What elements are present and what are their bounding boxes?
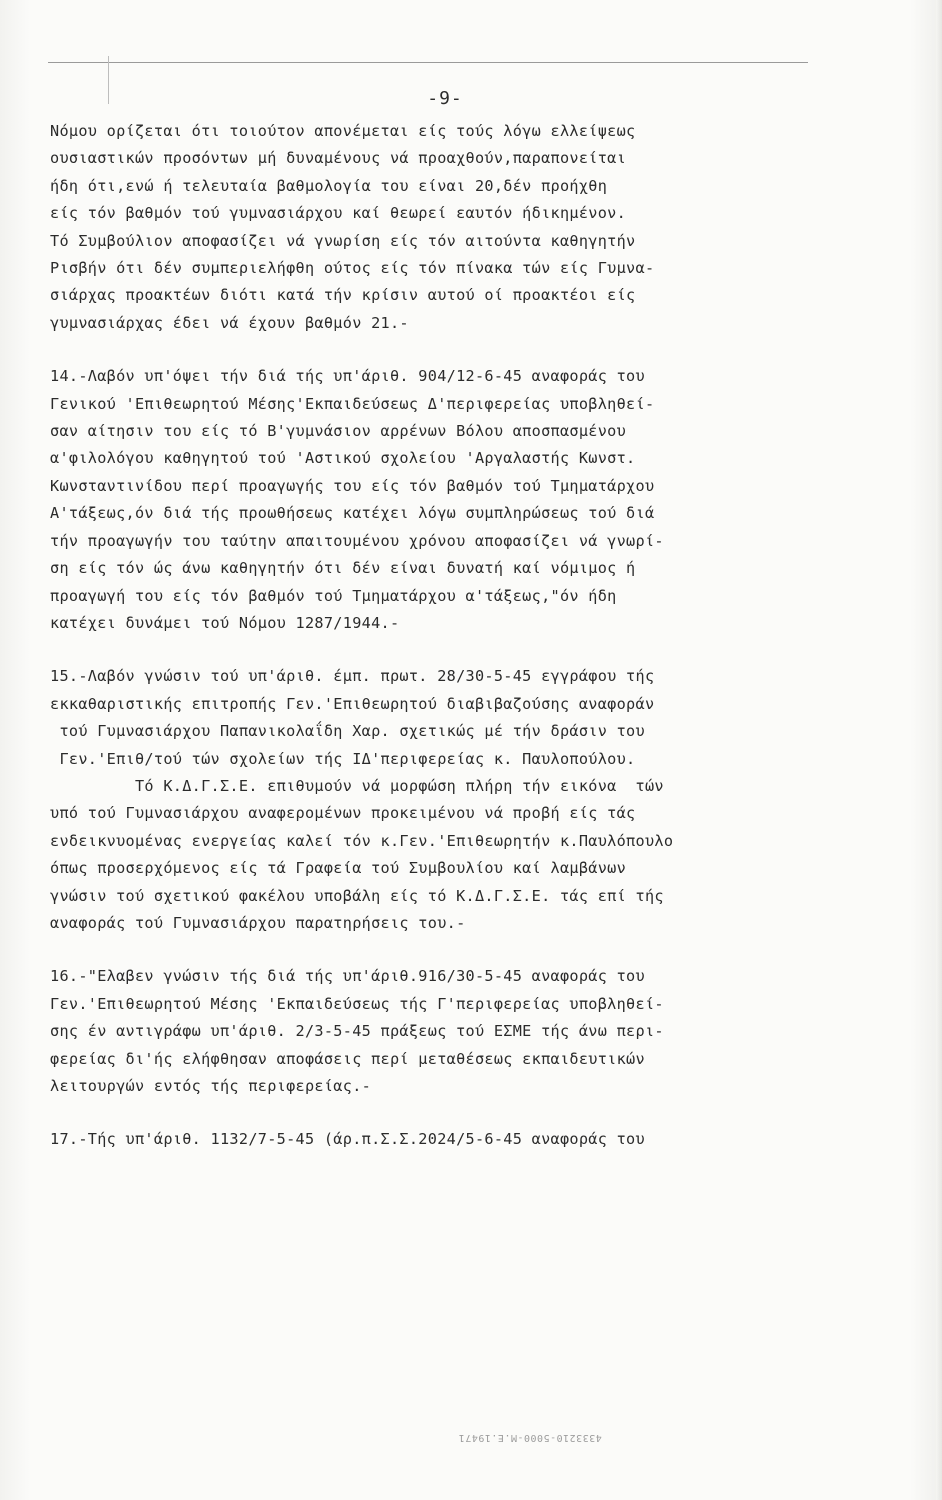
text-line: 14.-Λαβόν υπ'όψει τήν διά τής υπ'άριθ. 904/12-6-45 αναφοράς του [50,367,645,386]
paragraph [50,663,930,937]
text-line: 16.-"Ελαβεν γνώσιν τής διά τής υπ'άριθ.916/30-5-45 αναφοράς του [50,967,645,986]
paragraph-gap [50,637,930,663]
text-line: όπως προσερχόμενος είς τά Γραφεία τού Συμβουλίου καί λαμβάνων [50,859,627,878]
margin-rule [108,56,109,104]
text-line: κατέχει δυνάμει τού Νόμου 1287/1944.- [50,613,400,632]
text-line: φερείας δι'ής ελήφθησαν αποφάσεις περί μεταθέσεως εκπαιδευτικών [50,1049,645,1068]
text-line: είς τόν βαθμόν τού γυμνασιάρχου καί θεωρεί εαυτόν ήδικημένον. [50,204,627,223]
text-line: γνώσιν τού σχετικού φακέλου υποβάλη είς τό Κ.Δ.Γ.Σ.Ε. τάς επί τής [50,886,664,905]
page-number: -9- [427,88,463,109]
paragraph [50,118,930,337]
text-line: αναφοράς τού Γυμνασιάρχου παρατηρήσεις του.- [50,913,466,932]
text-line: 17.-Τής υπ'άριθ. 1132/7-5-45 (άρ.π.Σ.Σ.2024/5-6-45 αναφοράς του [50,1130,645,1149]
text-line: Κωνσταντινίδου περί προαγωγής του είς τόν βαθμόν τού Τμηματάρχου [50,476,655,495]
text-line: εκκαθαριστικής επιτροπής Γεν.'Επιθεωρητού διαβιβαζούσης αναφοράν [50,694,655,713]
text-line: σαν αίτησιν του είς τό Β'γυμνάσιον αρρένων Βόλου αποσπασμένου [50,422,627,441]
paragraph-gap [50,937,930,963]
text-line: ση είς τόν ώς άνω καθηγητήν ότι δέν είναι δυνατή καί νόμιμος ή [50,559,636,578]
text-line: 15.-Λαβόν γνώσιν τού υπ'άριθ. έμπ. πρωτ. 28/30-5-45 εγγράφου τής [50,667,655,686]
text-line: Ρισβήν ότι δέν συμπεριελήφθη ούτος είς τόν πίνακα τών είς Γυμνα- [50,259,655,278]
text-line: τού Γυμνασιάρχου Παπανικολαΐδη Χαρ. σχετικώς μέ τήν δράσιν του [50,722,645,741]
text-line: α'φιλολόγου καθηγητού τού 'Αστικού σχολείου 'Αργαλαστής Κωνστ. [50,449,636,468]
text-line: Γεν.'Επιθεωρητού Μέσης 'Εκπαιδεύσεως τής Γ'περιφερείας υποβληθεί- [50,994,664,1013]
text-line: ουσιαστικών προσόντων μή δυναμένους νά προαχθούν,παραπονείται [50,149,627,168]
paragraph-gap [50,1100,930,1126]
text-line: υπό τού Γυμνασιάρχου αναφερομένων προκειμένου νά προβή είς τάς [50,804,636,823]
text-line: Γεν.'Επιθ/τού τών σχολείων τής ΙΔ'περιφερείας κ. Παυλοπούλου. [50,749,636,768]
footer-print-mark: 4333210-5000-M.E.19471 [458,1432,602,1443]
page-edge [936,0,942,1500]
paragraph [50,963,930,1100]
text-line: λειτουργών εντός τής περιφερείας.- [50,1077,372,1095]
text-line: προαγωγή του είς τόν βαθμόν τού Τμηματάρχου α'τάξεως,"όν ήδη [50,586,617,605]
text-line: σης έν αντιγράφω υπ'άριθ. 2/3-5-45 πράξεως τού ΕΣΜΕ τής άνω περι- [50,1022,664,1041]
text-line: ήδη ότι,ενώ ή τελευταία βαθμολογία του είναι 20,δέν προήχθη [50,176,608,195]
text-line: Τό Κ.Δ.Γ.Σ.Ε. επιθυμούν νά μορφώση πλήρη τήν εικόνα τών [50,776,664,795]
document-body [50,118,930,1154]
text-line: Α'τάξεως,όν διά τής προωθήσεως κατέχει λόγω συμπληρώσεως τού διά [50,504,655,523]
text-line: σιάρχας προακτέων διότι κατά τήν κρίσιν αυτού οί προακτέοι είς [50,286,636,305]
text-line: Νόμου ορίζεται ότι τοιούτον απονέμεται είς τούς λόγω ελλείψεως [50,122,636,140]
text-line: Γενικού 'Επιθεωρητού Μέσης'Εκπαιδεύσεως Δ'περιφερείας υποβληθεί- [50,394,655,413]
paragraph [50,363,930,637]
paragraph [50,1126,930,1153]
paragraph-gap [50,337,930,363]
text-line: γυμνασιάρχας έδει νά έχουν βαθμόν 21.- [50,313,409,332]
text-line: Τό Συμβούλιον αποφασίζει νά γνωρίση είς τόν αιτούντα καθηγητήν [50,231,636,250]
text-line: ενδεικνυομένας ενεργείας καλεί τόν κ.Γεν.'Επιθεωρητήν κ.Παυλόπουλο [50,831,674,850]
top-rule [48,62,808,63]
text-line: τήν προαγωγήν του ταύτην απαιτουμένου χρόνου αποφασίζει νά γνωρί- [50,531,664,550]
